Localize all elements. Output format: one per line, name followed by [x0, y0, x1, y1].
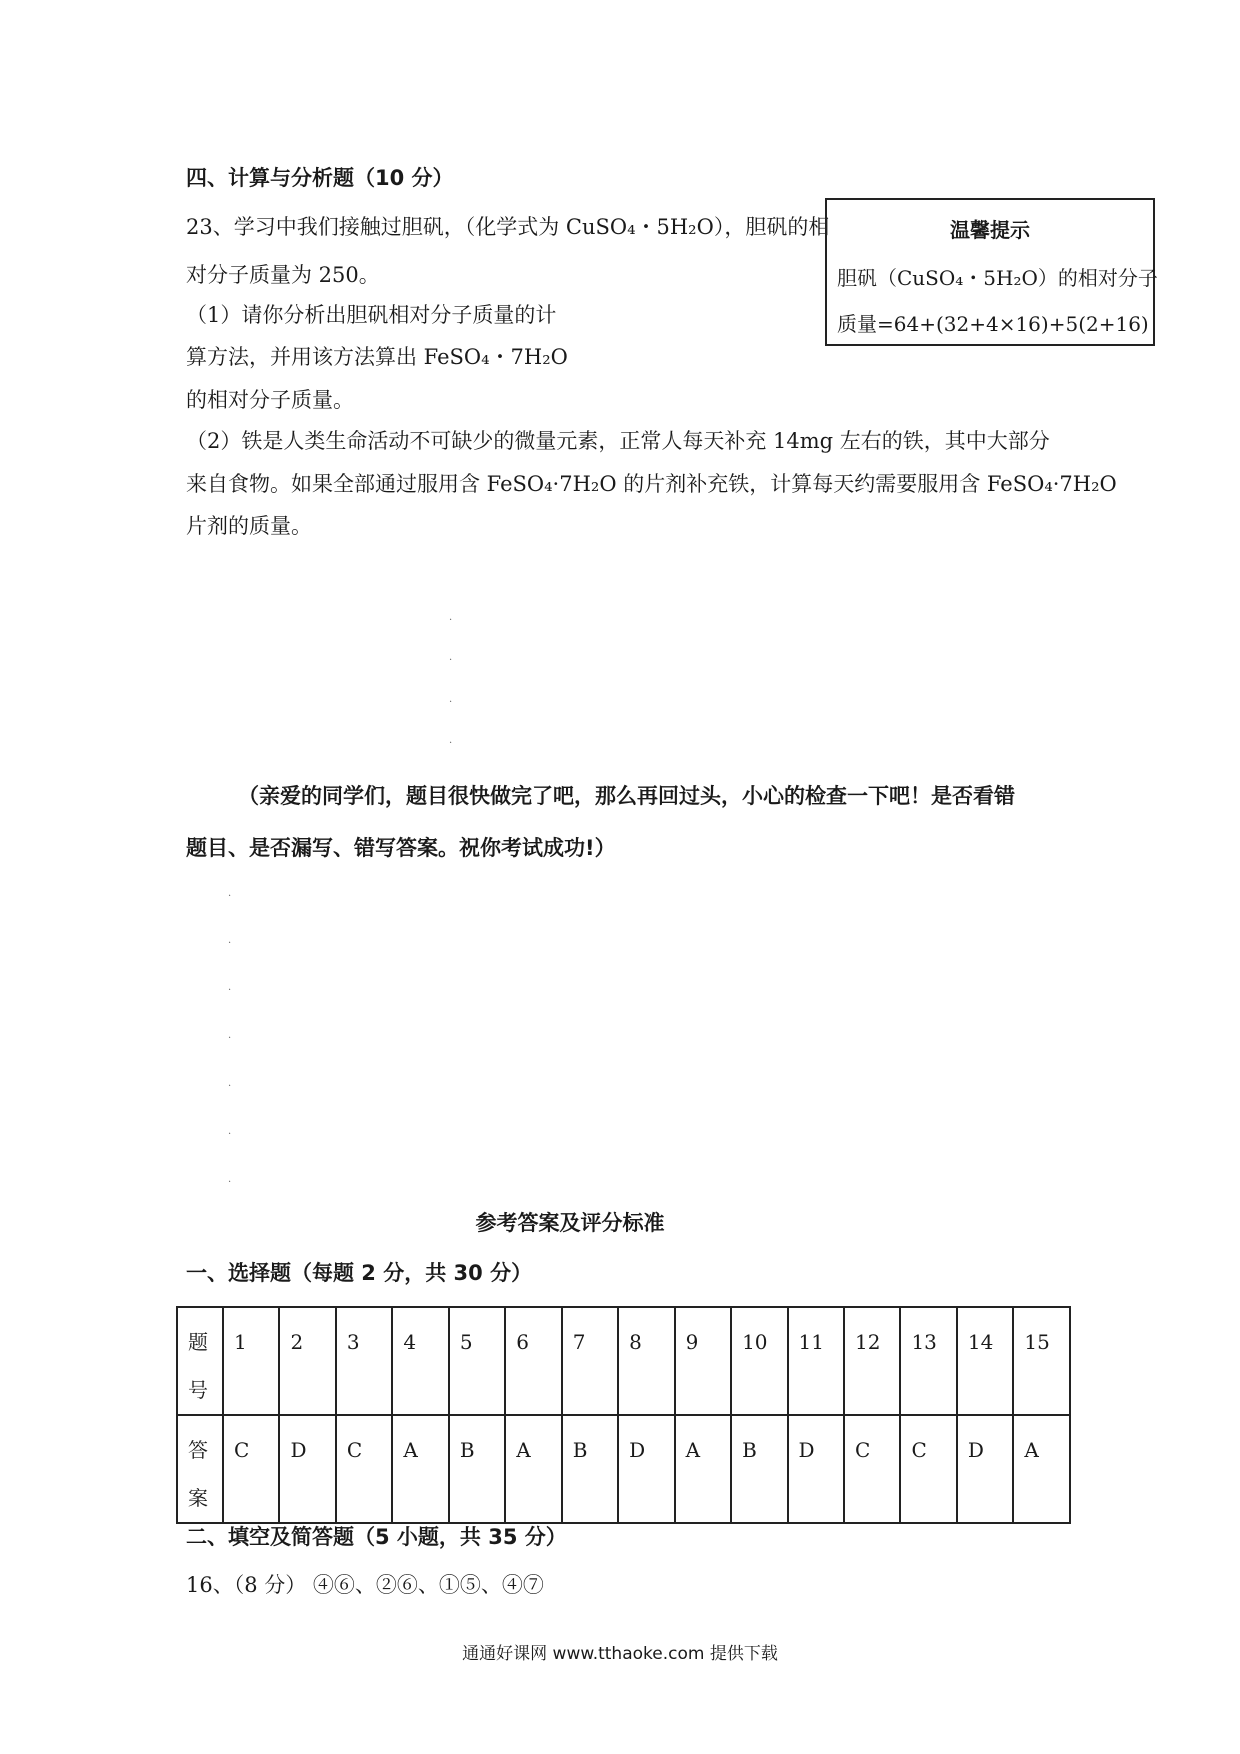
q23-part2-line1: （2）铁是人类生命活动不可缺少的微量元素，正常人每天补充 14mg 左右的铁，其中大部分 [186, 429, 1050, 453]
question-number-cell: 10 [731, 1307, 787, 1415]
answer-cell: B [731, 1415, 787, 1523]
q16-answer: 16、（8 分） ④⑥、②⑥、①⑤、④⑦ [186, 1573, 544, 1597]
answers-section1-heading: 一、选择题（每题 2 分，共 30 分） [186, 1261, 533, 1285]
answer-cell: A [505, 1415, 561, 1523]
blank-line-marker: . [228, 935, 232, 946]
answer-cell: D [279, 1415, 335, 1523]
row-header-answer: 答案 [177, 1415, 223, 1523]
answer-table [176, 1306, 1071, 1524]
tip-title: 温馨提示 [950, 218, 1030, 242]
section4-heading: 四、计算与分析题（10 分） [186, 166, 454, 190]
q23-part2-line3: 片剂的质量。 [186, 514, 312, 538]
reminder-line2: 题目、是否漏写、错写答案。祝你考试成功!） [186, 836, 616, 860]
blank-line-marker: . [449, 694, 453, 705]
question-number-cell: 4 [392, 1307, 448, 1415]
answer-row [177, 1415, 1070, 1523]
answer-cell: A [675, 1415, 731, 1523]
tip-line2: 质量=64+(32+4×16)+5(2+16) [837, 312, 1149, 336]
q23-line1: 23、学习中我们接触过胆矾，（化学式为 CuSO₄・5H₂O），胆矾的相 [186, 215, 830, 239]
answer-cell: A [392, 1415, 448, 1523]
row-header-question: 题号 [177, 1307, 223, 1415]
question-number-cell: 2 [279, 1307, 335, 1415]
question-number-cell: 9 [675, 1307, 731, 1415]
blank-line-marker: . [228, 1030, 232, 1041]
q23-part1-line2: 算方法，并用该方法算出 FeSO₄・7H₂O [186, 345, 568, 369]
blank-line-marker: . [449, 735, 453, 746]
blank-line-marker: . [228, 1126, 232, 1137]
question-number-row [177, 1307, 1070, 1415]
blank-line-marker: . [449, 652, 453, 663]
question-number-cell: 7 [562, 1307, 618, 1415]
question-number-cell: 14 [957, 1307, 1013, 1415]
q23-line2: 对分子质量为 250。 [186, 263, 380, 287]
q23-part1-line1: （1）请你分析出胆矾相对分子质量的计 [186, 303, 557, 327]
question-number-cell: 6 [505, 1307, 561, 1415]
blank-line-marker: . [228, 982, 232, 993]
answer-cell: D [618, 1415, 674, 1523]
q23-part1-line3: 的相对分子质量。 [186, 388, 354, 412]
question-number-cell: 15 [1013, 1307, 1070, 1415]
reminder-line1: （亲爱的同学们，题目很快做完了吧，那么再回过头，小心的检查一下吧！是否看错 [238, 784, 1015, 808]
q23-part2-line2: 来自食物。如果全部通过服用含 FeSO₄·7H₂O 的片剂补充铁，计算每天约需要服用含 FeSO₄·7H₂O [186, 472, 1117, 496]
question-number-cell: 11 [788, 1307, 844, 1415]
answer-cell: C [844, 1415, 900, 1523]
blank-line-marker: . [228, 888, 232, 899]
answer-cell: C [336, 1415, 392, 1523]
question-number-cell: 13 [900, 1307, 956, 1415]
answer-cell: D [788, 1415, 844, 1523]
question-number-cell: 3 [336, 1307, 392, 1415]
question-number-cell: 1 [223, 1307, 279, 1415]
tip-box [825, 198, 1158, 346]
question-number-cell: 8 [618, 1307, 674, 1415]
answers-section2-heading: 二、填空及简答题（5 小题，共 35 分） [186, 1525, 567, 1549]
blank-line-marker: . [228, 1174, 232, 1185]
answer-cell: A [1013, 1415, 1070, 1523]
blank-line-marker: . [449, 612, 453, 623]
question-number-cell: 5 [449, 1307, 505, 1415]
tip-line1: 胆矾（CuSO₄・5H₂O）的相对分子 [837, 266, 1158, 290]
answer-cell: C [223, 1415, 279, 1523]
blank-line-marker: . [228, 1078, 232, 1089]
footer-text: 通通好课网 www.tthaoke.com 提供下载 [462, 1644, 778, 1664]
answer-cell: C [900, 1415, 956, 1523]
answer-cell: B [449, 1415, 505, 1523]
question-number-cell: 12 [844, 1307, 900, 1415]
answer-cell: D [957, 1415, 1013, 1523]
answer-cell: B [562, 1415, 618, 1523]
answers-title: 参考答案及评分标准 [475, 1211, 665, 1235]
